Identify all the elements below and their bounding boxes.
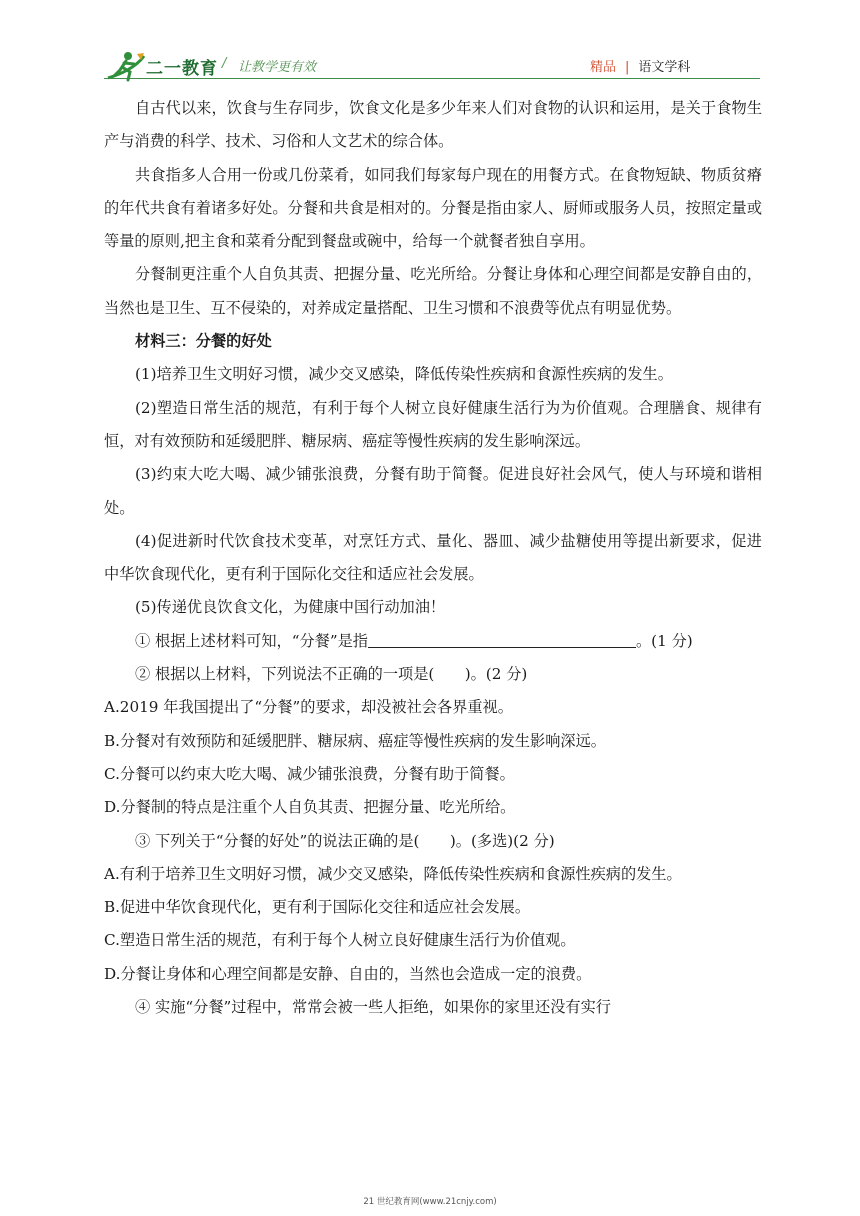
question-4: ④ 实施“分餐”过程中，常常会被一些人拒绝，如果你的家里还没有实行	[135, 998, 611, 1017]
paragraph: 分餐制更注重个人自负其责、把握分量、吃光所给。分餐让身体和心理空间都是安静自由的，当然也是卫生、互不侵染的，对养成定量搭配、卫生习惯和不浪费等优点有明显优势。	[104, 265, 762, 317]
answer-blank[interactable]	[368, 629, 636, 648]
question-2: ② 根据以上材料，下列说法不正确的一项是( )。(2 分)	[135, 665, 528, 684]
option: B.分餐对有效预防和延缓肥胖、糖尿病、癌症等慢性疾病的发生影响深远。	[104, 731, 606, 750]
list-item: (4)促进新时代饮食技术变革，对烹饪方式、量化、器皿、减少盐糖使用等提出新要求，促进中华饮食现代化，更有利于国际化交往和适应社会发展。	[104, 531, 762, 584]
header-rule	[104, 78, 760, 79]
option: A.2019 年我国提出了“分餐”的要求，却没被社会各界重视。	[104, 698, 513, 717]
question-1	[104, 625, 762, 658]
header-slogan: 让教学更有效	[238, 60, 317, 75]
list-item: (2)塑造日常生活的规范，有利于每个人树立良好健康生活行为为价值观。合理膳食、规律有恒，对有效预防和延缓肥胖、糖尿病、癌症等慢性疾病的发生影响深远。	[104, 398, 762, 450]
logo-text: 二一教育	[146, 59, 218, 79]
tag-separator: |	[625, 60, 630, 75]
list-item: (3)约束大吃大喝、减少铺张浪费，分餐有助于简餐。促进良好社会风气，使人与环境和谐相处。	[104, 465, 762, 517]
header-slash: /	[222, 56, 227, 71]
question-3: ③ 下列关于“分餐的好处”的说法正确的是( )。(多选)(2 分)	[135, 831, 555, 850]
tag-quality: 精品	[590, 60, 617, 75]
paragraph: 自古代以来，饮食与生存同步，饮食文化是多少年来人们对食物的认识和运用，是关于食物生产与消费的科学、技术、习俗和人文艺术的综合体。	[104, 99, 762, 151]
paragraph: 共食指多人合用一份或几份菜肴，如同我们每家每户现在的用餐方式。在食物短缺、物质贫瘠的年代共食有着诸多好处。分餐和共食是相对的。分餐是指由家人、厨师或服务人员，按照定量或等量的原则,把主食和菜肴分配到餐盘或碗中，给每一个就餐者独自享用。	[104, 165, 762, 251]
option: B.促进中华饮食现代化，更有利于国际化交往和适应社会发展。	[104, 898, 531, 917]
question-1-prompt: ① 根据上述材料可知，“分餐”是指	[135, 631, 368, 650]
page-footer: 21 世纪教育网(www.21cnjy.com)	[363, 1197, 497, 1207]
option: A.有利于培养卫生文明好习惯，减少交叉感染，降低传染性疾病和食源性疾病的发生。	[104, 864, 682, 883]
header-tags	[590, 56, 690, 75]
question-1-score: 。(1 分)	[635, 631, 693, 650]
document-body	[104, 92, 762, 1024]
option: C.分餐可以约束大吃大喝、减少铺张浪费，分餐有助于简餐。	[104, 764, 515, 783]
option: D.分餐制的特点是注重个人自负其责、把握分量、吃光所给。	[104, 798, 516, 817]
option: C.塑造日常生活的规范，有利于每个人树立良好健康生活行为价值观。	[104, 931, 576, 950]
page-header	[0, 0, 860, 90]
list-item: (1)培养卫生文明好习惯，减少交叉感染，降低传染性疾病和食源性疾病的发生。	[135, 365, 673, 384]
tag-subject: 语文学科	[638, 60, 691, 75]
option: D.分餐让身体和心理空间都是安静、自由的，当然也会造成一定的浪费。	[104, 964, 592, 983]
section-title: 材料三：分餐的好处	[135, 332, 272, 351]
list-item: (5)传递优良饮食文化，为健康中国行动加油！	[135, 598, 446, 617]
